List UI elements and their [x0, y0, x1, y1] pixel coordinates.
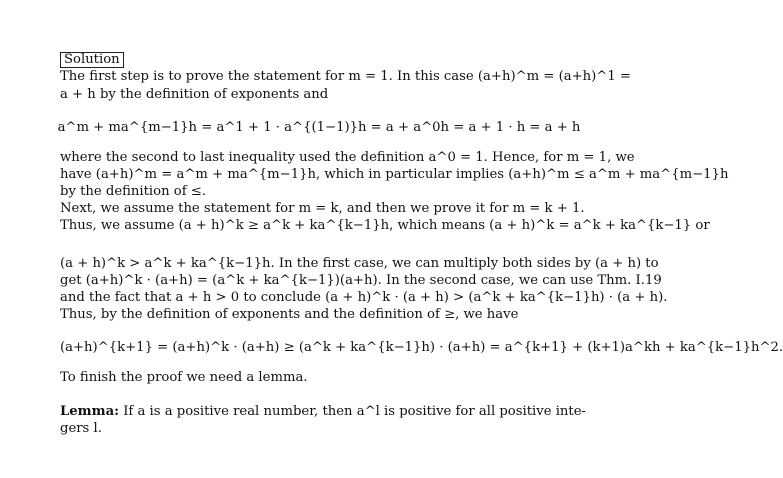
display-equation-2: (a+h)^{k+1} = (a+h)^k · (a+h) ≥ (a^k + ka^{k−1}h) · (a+h) = a^{k+1} + (k+1)a^kh + ka^{k−1}h^2.: [60, 340, 783, 355]
text-line-2: a + h by the definition of exponents and: [60, 87, 329, 102]
lemma-text: If a is a positive real number, then a^l is positive for all positive inte-: [123, 404, 586, 419]
solution-header: [60, 52, 124, 68]
text-line-11: Thus, by the definition of exponents and the definition of ≥, we have: [60, 307, 519, 322]
text-line-10: and the fact that a + h > 0 to conclude (a + h)^k · (a + h) > (a^k + ka^{k−1}h) · (a + h).: [60, 290, 668, 305]
solution-label: Solution: [60, 52, 124, 68]
text-line-5: by the definition of ≤.: [60, 184, 207, 199]
lemma-line-1: [60, 404, 586, 420]
text-line-4: have (a+h)^m = a^m + ma^{m−1}h, which in particular implies (a+h)^m ≤ a^m + ma^{m−1}h: [60, 167, 729, 182]
text-line-12: To finish the proof we need a lemma.: [60, 370, 308, 385]
text-line-6: Next, we assume the statement for m = k, and then we prove it for m = k + 1.: [60, 201, 585, 216]
text-line-9: get (a+h)^k · (a+h) = (a^k + ka^{k−1})(a+h). In the second case, we can use Thm. I.19: [60, 273, 662, 288]
lemma-line-2: gers l.: [60, 421, 102, 436]
text-line-1: The first step is to prove the statement for m = 1. In this case (a+h)^m = (a+h)^1 =: [60, 69, 631, 84]
display-equation-1: a^m + ma^{m−1}h = a^1 + 1 · a^{(1−1)}h = a + a^0h = a + 1 · h = a + h: [57, 120, 581, 135]
text-line-7: Thus, we assume (a + h)^k ≥ a^k + ka^{k−1}h, which means (a + h)^k = a^k + ka^{k−1} or: [60, 218, 710, 233]
lemma-label: Lemma:: [60, 404, 119, 419]
text-line-8: (a + h)^k > a^k + ka^{k−1}h. In the first case, we can multiply both sides by (a + h) to: [60, 256, 659, 271]
text-line-3: where the second to last inequality used the definition a^0 = 1. Hence, for m = 1, we: [60, 150, 635, 165]
